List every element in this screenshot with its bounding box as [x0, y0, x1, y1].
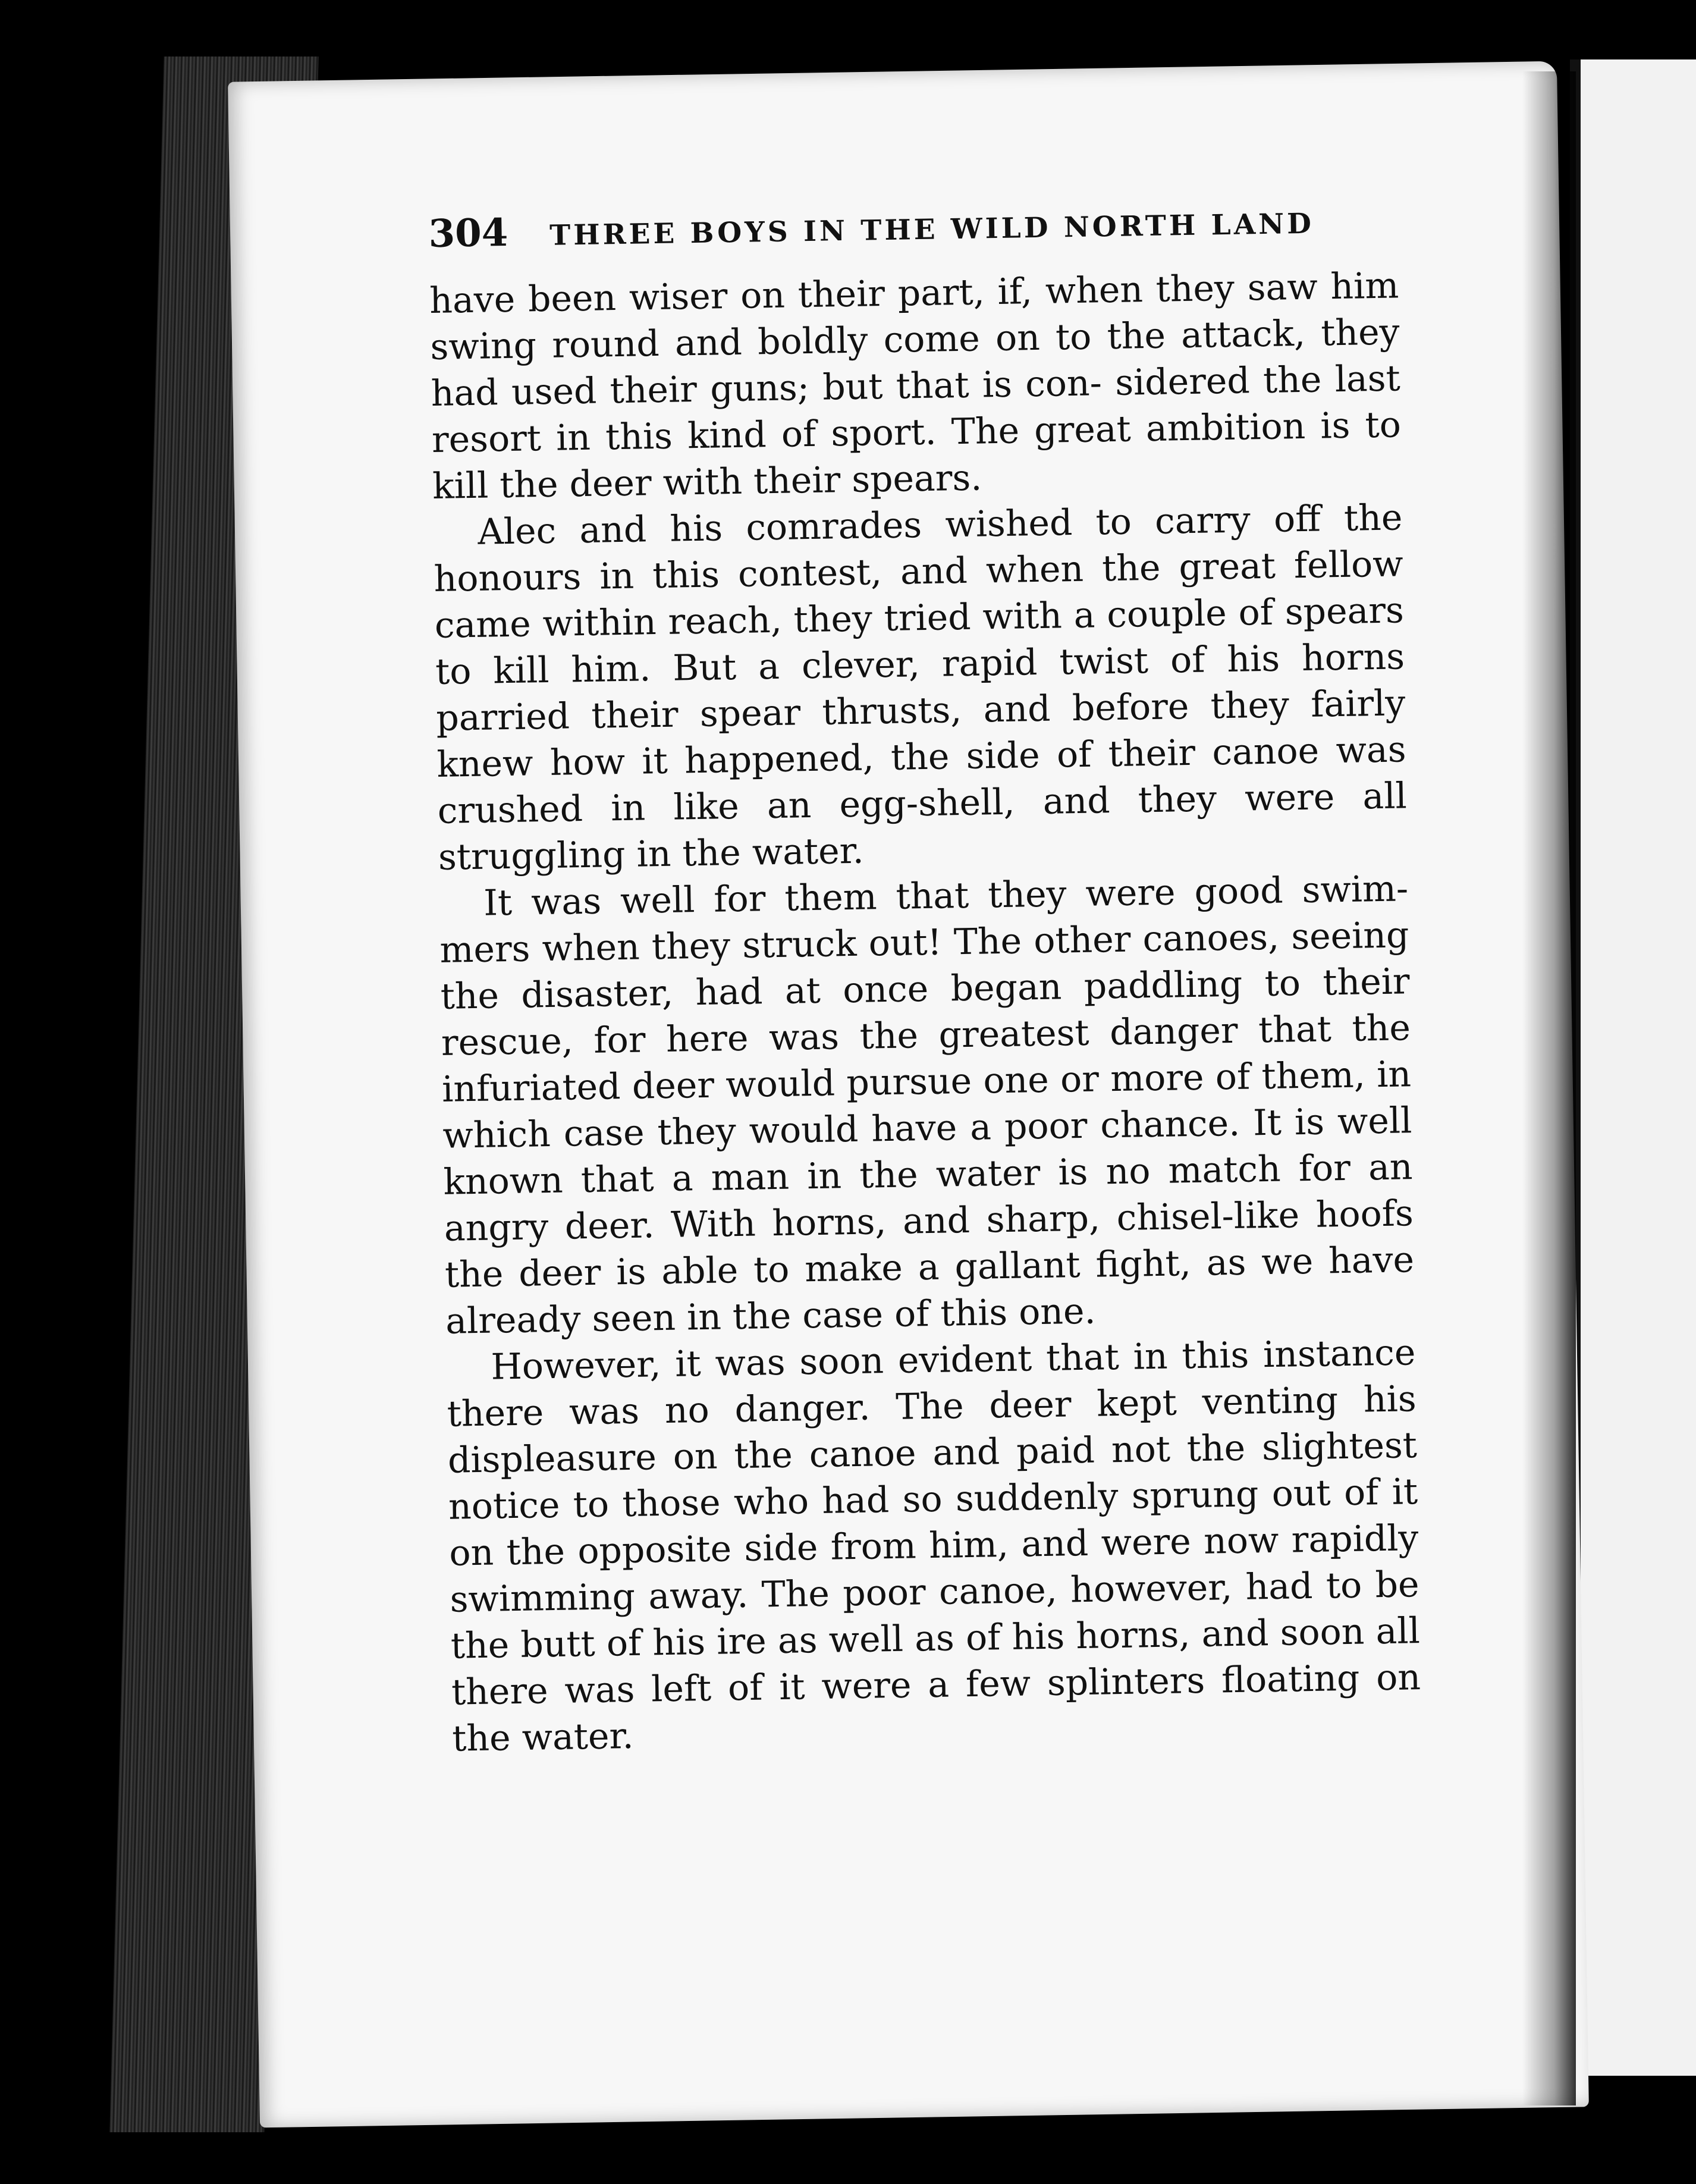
- book-title-header: THREE BOYS IN THE WILD NORTH LAND: [549, 207, 1315, 252]
- paragraph-2: Alec and his comrades wished to carry off the honours in this contest, and when the great fellow came within reach, they tried with a couple of spears to kill him. But a clever, rapid twist of his horns parried their spear thrusts, and before they fairly knew how it happened, the side of their canoe was crushed in like an egg-shell, and they were all struggling in the water.: [434, 497, 1408, 878]
- paragraph-3: It was well for them that they were good swim- mers when they struck out! The other canoes, seeing the disaster, had at once began paddling to their rescue, for here was the greatest danger that the infuriated deer would pursue one or more of them, in which case they would have a poor chance. It is well known that a man in the water is no match for an angry deer. With horns, and sharp, chisel-like hoofs the deer is able to make a gallant fight, as we have already seen in the case of this one.: [439, 868, 1415, 1342]
- paragraph-4: However, it was soon evident that in this instance there was no danger. The deer kept venting his displeasure on the canoe and paid not the slightest notice to those who had so suddenly sprung out of it on the opposite side from him, and were now rapidly swimming away. The poor canoe, however, had to be the butt of his ire as well as of his horns, and soon all there was left of it were a few splinters floating on the water.: [447, 1332, 1421, 1760]
- page-number: 304: [428, 210, 508, 256]
- facing-page-edge: [1570, 59, 1696, 2076]
- page-text-block: [428, 196, 1422, 1762]
- gutter-shadow: [1522, 71, 1576, 2105]
- paragraph-1: have been wiser on their part, if, when they saw him swing round and boldly come on to the attack, they had used their guns; but that is con- sidered the last resort in this kind of sport. The great ambition is to kill the deer with their spears.: [429, 265, 1402, 507]
